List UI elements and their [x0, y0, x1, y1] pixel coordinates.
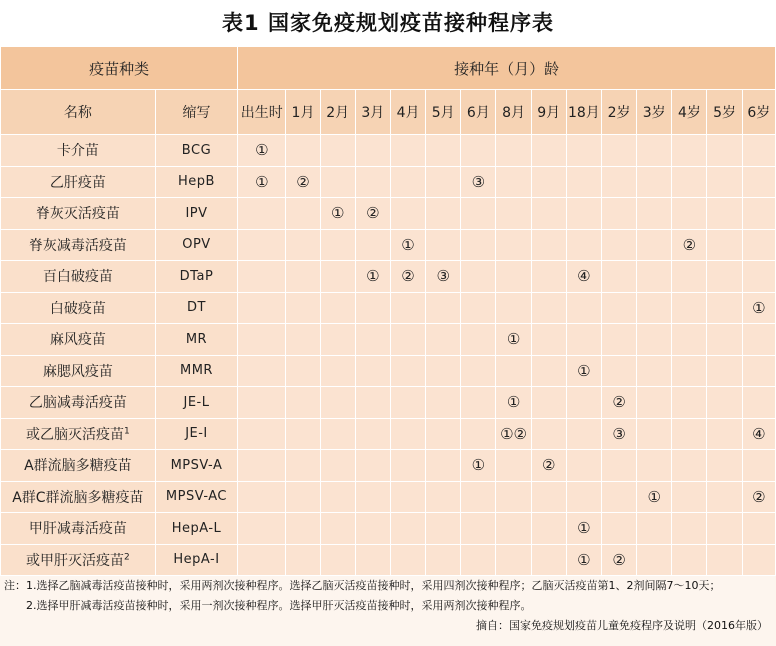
- dose-cell: [390, 198, 425, 230]
- header-age-cell: 18月: [566, 90, 601, 135]
- dose-cell: [390, 292, 425, 324]
- dose-cell: [707, 544, 742, 576]
- dose-cell: [286, 324, 320, 356]
- dose-cell: [426, 387, 461, 419]
- dose-cell: [707, 481, 742, 513]
- dose-cell: [672, 544, 707, 576]
- dose-cell: [637, 355, 672, 387]
- vaccine-name: [1, 387, 156, 419]
- dose-cell: [672, 513, 707, 545]
- dose-cell: [566, 387, 601, 419]
- dose-cell: ③: [426, 261, 461, 293]
- dose-cell: [320, 418, 355, 450]
- dose-cell: [355, 387, 390, 419]
- dose-cell: [461, 387, 496, 419]
- header-age-cell: 出生时: [238, 90, 286, 135]
- header-row-top: [1, 47, 776, 90]
- dose-cell: ①: [461, 450, 496, 482]
- dose-cell: [286, 261, 320, 293]
- dose-cell: [742, 229, 775, 261]
- dose-cell: [637, 450, 672, 482]
- dose-cell: [286, 481, 320, 513]
- vaccine-abbr: MPSV-A: [155, 450, 237, 482]
- dose-cell: [496, 198, 531, 230]
- vaccine-name: [1, 135, 156, 167]
- dose-cell: [461, 135, 496, 167]
- dose-cell: [672, 198, 707, 230]
- dose-cell: [742, 387, 775, 419]
- dose-cell: [566, 292, 601, 324]
- dose-cell: [742, 324, 775, 356]
- vaccine-row: [1, 387, 776, 419]
- dose-cell: [320, 513, 355, 545]
- dose-cell: [426, 481, 461, 513]
- dose-cell: [286, 513, 320, 545]
- dose-cell: [707, 355, 742, 387]
- dose-cell: [707, 135, 742, 167]
- dose-cell: [461, 418, 496, 450]
- dose-cell: [286, 544, 320, 576]
- vaccine-name-text: 麻腮风疫苗: [42, 363, 113, 380]
- dose-cell: [566, 229, 601, 261]
- dose-cell: [707, 166, 742, 198]
- dose-cell: [496, 261, 531, 293]
- header-age-cell: 9月: [531, 90, 566, 135]
- vaccine-name-text: 卡介苗: [56, 143, 99, 160]
- dose-cell: [390, 513, 425, 545]
- dose-cell: [496, 229, 531, 261]
- table-title: 表1 国家免疫规划疫苗接种程序表: [0, 0, 776, 46]
- dose-cell: [238, 261, 286, 293]
- vaccine-abbr: DT: [155, 292, 237, 324]
- dose-cell: [742, 544, 775, 576]
- dose-cell: [707, 324, 742, 356]
- dose-cell: [707, 387, 742, 419]
- dose-cell: [742, 135, 775, 167]
- header-vaccine-type: 疫苗种类: [1, 47, 238, 90]
- vaccine-name: [1, 513, 156, 545]
- vaccine-name-text: 脊灰减毒活疫苗: [28, 237, 127, 254]
- dose-cell: [320, 481, 355, 513]
- dose-cell: ②: [286, 166, 320, 198]
- dose-cell: [496, 513, 531, 545]
- dose-cell: [355, 481, 390, 513]
- header-age-cell: 4月: [390, 90, 425, 135]
- dose-cell: [531, 261, 566, 293]
- dose-cell: [707, 513, 742, 545]
- vaccine-abbr: OPV: [155, 229, 237, 261]
- header-age-cell: 3月: [355, 90, 390, 135]
- dose-cell: [238, 324, 286, 356]
- dose-cell: [320, 229, 355, 261]
- vaccine-name-text: 脊灰灭活疫苗: [35, 206, 120, 223]
- dose-cell: [238, 481, 286, 513]
- dose-cell: [637, 135, 672, 167]
- dose-cell: [390, 355, 425, 387]
- dose-cell: [496, 544, 531, 576]
- dose-cell: [531, 135, 566, 167]
- dose-cell: [742, 355, 775, 387]
- dose-cell: [461, 292, 496, 324]
- vaccine-abbr: IPV: [155, 198, 237, 230]
- dose-cell: [601, 166, 636, 198]
- dose-cell: [742, 261, 775, 293]
- dose-cell: [426, 450, 461, 482]
- dose-cell: [637, 513, 672, 545]
- vaccine-abbr: BCG: [155, 135, 237, 167]
- dose-cell: [531, 544, 566, 576]
- vaccine-row: [1, 544, 776, 576]
- dose-cell: [637, 544, 672, 576]
- header-name: 名称: [1, 90, 156, 135]
- dose-cell: ③: [601, 418, 636, 450]
- dose-cell: [461, 198, 496, 230]
- header-age-cell: 2岁: [601, 90, 636, 135]
- dose-cell: [390, 544, 425, 576]
- dose-cell: [426, 292, 461, 324]
- header-age-cell: 6岁: [742, 90, 775, 135]
- dose-cell: ②: [531, 450, 566, 482]
- dose-cell: [426, 229, 461, 261]
- dose-cell: ①: [355, 261, 390, 293]
- dose-cell: [566, 418, 601, 450]
- header-age-cell: 1月: [286, 90, 320, 135]
- vaccine-abbr: MMR: [155, 355, 237, 387]
- dose-cell: [531, 324, 566, 356]
- dose-cell: [286, 292, 320, 324]
- dose-cell: [496, 355, 531, 387]
- dose-cell: [320, 166, 355, 198]
- vaccine-name: [1, 166, 156, 198]
- dose-cell: ②: [601, 387, 636, 419]
- dose-cell: [390, 166, 425, 198]
- dose-cell: [355, 450, 390, 482]
- dose-cell: ①: [566, 544, 601, 576]
- dose-cell: [672, 324, 707, 356]
- dose-cell: [390, 387, 425, 419]
- vaccine-name: [1, 418, 156, 450]
- dose-cell: [496, 481, 531, 513]
- dose-cell: [238, 292, 286, 324]
- vaccine-row: [1, 261, 776, 293]
- header-age-cell: 4岁: [672, 90, 707, 135]
- vaccine-name: [1, 198, 156, 230]
- dose-cell: [461, 513, 496, 545]
- vaccine-row: [1, 166, 776, 198]
- dose-cell: [707, 198, 742, 230]
- dose-cell: [461, 544, 496, 576]
- dose-cell: [355, 292, 390, 324]
- vaccine-name-text: 麻风疫苗: [49, 332, 106, 349]
- dose-cell: [461, 324, 496, 356]
- dose-cell: [601, 481, 636, 513]
- header-age-cell: 8月: [496, 90, 531, 135]
- dose-cell: ①②: [496, 418, 531, 450]
- vaccine-name: [1, 544, 156, 576]
- dose-cell: ①: [742, 292, 775, 324]
- dose-cell: [566, 198, 601, 230]
- dose-cell: [461, 481, 496, 513]
- dose-cell: [742, 513, 775, 545]
- dose-cell: [238, 198, 286, 230]
- dose-cell: ①: [238, 135, 286, 167]
- dose-cell: [672, 135, 707, 167]
- dose-cell: [390, 135, 425, 167]
- vaccine-abbr: DTaP: [155, 261, 237, 293]
- dose-cell: [707, 450, 742, 482]
- vaccine-row: [1, 135, 776, 167]
- dose-cell: ②: [672, 229, 707, 261]
- vaccine-name-text: 或乙脑灭活疫苗: [26, 426, 125, 443]
- vaccine-abbr: HepA-L: [155, 513, 237, 545]
- dose-cell: [531, 198, 566, 230]
- dose-cell: [601, 135, 636, 167]
- dose-cell: [426, 324, 461, 356]
- dose-cell: [320, 261, 355, 293]
- dose-cell: [426, 418, 461, 450]
- dose-cell: [707, 229, 742, 261]
- dose-cell: [531, 355, 566, 387]
- dose-cell: ④: [742, 418, 775, 450]
- dose-cell: [531, 292, 566, 324]
- dose-cell: ①: [390, 229, 425, 261]
- header-age-cell: 2月: [320, 90, 355, 135]
- dose-cell: [238, 387, 286, 419]
- dose-cell: [637, 166, 672, 198]
- dose-cell: [601, 324, 636, 356]
- dose-cell: [531, 166, 566, 198]
- dose-cell: [320, 292, 355, 324]
- dose-cell: [496, 292, 531, 324]
- dose-cell: [461, 261, 496, 293]
- dose-cell: [637, 229, 672, 261]
- vaccine-name-text: A群C群流脑多糖疫苗: [12, 489, 144, 506]
- dose-cell: [672, 481, 707, 513]
- dose-cell: [390, 450, 425, 482]
- vaccine-abbr: MR: [155, 324, 237, 356]
- dose-cell: ①: [320, 198, 355, 230]
- dose-cell: ④: [566, 261, 601, 293]
- dose-cell: [426, 544, 461, 576]
- header-age: 接种年（月）龄: [238, 47, 776, 90]
- dose-cell: [355, 135, 390, 167]
- dose-cell: [531, 481, 566, 513]
- dose-cell: [672, 355, 707, 387]
- dose-cell: ①: [496, 324, 531, 356]
- header-row-ages: [1, 90, 776, 135]
- dose-cell: [426, 513, 461, 545]
- dose-cell: [637, 198, 672, 230]
- dose-cell: [531, 513, 566, 545]
- dose-cell: [601, 198, 636, 230]
- vaccine-row: [1, 513, 776, 545]
- vaccine-abbr: JE-I: [155, 418, 237, 450]
- dose-cell: [238, 355, 286, 387]
- dose-cell: [426, 135, 461, 167]
- vaccine-name: [1, 261, 156, 293]
- vaccine-name: [1, 450, 156, 482]
- dose-cell: [566, 324, 601, 356]
- dose-cell: [355, 355, 390, 387]
- footnote-1: 注：1.选择乙脑减毒活疫苗接种时，采用两剂次接种程序。选择乙脑灭活疫苗接种时，采用四剂次接种程序；乙脑灭活疫苗第1、2剂间隔7～10天；: [0, 576, 776, 596]
- dose-cell: ②: [601, 544, 636, 576]
- header-age-cell: 5月: [426, 90, 461, 135]
- dose-cell: ①: [637, 481, 672, 513]
- dose-cell: [426, 198, 461, 230]
- dose-cell: [286, 450, 320, 482]
- dose-cell: [238, 513, 286, 545]
- dose-cell: [496, 135, 531, 167]
- dose-cell: [238, 418, 286, 450]
- dose-cell: [286, 418, 320, 450]
- dose-cell: [566, 166, 601, 198]
- dose-cell: [672, 166, 707, 198]
- vaccine-name-text: 乙脑减毒活疫苗: [28, 395, 127, 412]
- dose-cell: [601, 355, 636, 387]
- dose-cell: [672, 387, 707, 419]
- vaccine-name-text: 乙肝疫苗: [49, 174, 106, 191]
- dose-cell: [566, 135, 601, 167]
- source-citation: 摘自：国家免疫规划疫苗儿童免疫程序及说明（2016年版）: [0, 616, 776, 636]
- dose-cell: [742, 198, 775, 230]
- dose-cell: [426, 355, 461, 387]
- dose-cell: [637, 261, 672, 293]
- footnote-ref: 2: [124, 552, 130, 563]
- dose-cell: [531, 229, 566, 261]
- dose-cell: [601, 450, 636, 482]
- vaccine-row: [1, 324, 776, 356]
- dose-cell: [566, 481, 601, 513]
- vaccine-abbr: HepA-I: [155, 544, 237, 576]
- vaccine-row: [1, 481, 776, 513]
- dose-cell: [390, 418, 425, 450]
- footnote-2: 2.选择甲肝减毒活疫苗接种时，采用一剂次接种程序。选择甲肝灭活疫苗接种时，采用两剂次接种程序。: [0, 596, 776, 616]
- dose-cell: [355, 229, 390, 261]
- dose-cell: ①: [238, 166, 286, 198]
- dose-cell: [355, 544, 390, 576]
- dose-cell: [672, 261, 707, 293]
- vaccine-row: [1, 355, 776, 387]
- dose-cell: [496, 166, 531, 198]
- dose-cell: ②: [355, 198, 390, 230]
- dose-cell: [426, 166, 461, 198]
- dose-cell: [320, 387, 355, 419]
- dose-cell: [320, 135, 355, 167]
- dose-cell: [637, 324, 672, 356]
- dose-cell: [601, 513, 636, 545]
- schedule-table: [0, 46, 776, 576]
- dose-cell: [320, 544, 355, 576]
- dose-cell: [707, 261, 742, 293]
- dose-cell: [566, 450, 601, 482]
- dose-cell: [286, 229, 320, 261]
- vaccine-name-text: 百白破疫苗: [42, 269, 113, 286]
- dose-cell: [355, 166, 390, 198]
- dose-cell: [320, 450, 355, 482]
- header-age-cell: 5岁: [707, 90, 742, 135]
- header-age-cell: 6月: [461, 90, 496, 135]
- vaccine-row: [1, 229, 776, 261]
- dose-cell: [286, 198, 320, 230]
- dose-cell: [531, 387, 566, 419]
- vaccine-name: [1, 324, 156, 356]
- dose-cell: [637, 418, 672, 450]
- dose-cell: [601, 292, 636, 324]
- dose-cell: [355, 324, 390, 356]
- dose-cell: [707, 292, 742, 324]
- vaccine-abbr: HepB: [155, 166, 237, 198]
- dose-cell: [637, 292, 672, 324]
- vaccine-name-text: A群流脑多糖疫苗: [24, 458, 132, 475]
- dose-cell: ②: [742, 481, 775, 513]
- footnote-ref: 1: [124, 426, 130, 437]
- dose-cell: [355, 513, 390, 545]
- dose-cell: [238, 450, 286, 482]
- vaccine-row: [1, 292, 776, 324]
- vaccine-name: [1, 229, 156, 261]
- vaccine-row: [1, 418, 776, 450]
- dose-cell: [672, 418, 707, 450]
- dose-cell: [601, 229, 636, 261]
- dose-cell: [707, 418, 742, 450]
- vaccine-name-text: 或甲肝灭活疫苗: [26, 552, 125, 569]
- header-abbr: 缩写: [155, 90, 237, 135]
- header-age-cell: 3岁: [637, 90, 672, 135]
- vaccine-row: [1, 198, 776, 230]
- dose-cell: [286, 355, 320, 387]
- vaccine-name-text: 白破疫苗: [49, 300, 106, 317]
- dose-cell: [286, 387, 320, 419]
- dose-cell: [355, 418, 390, 450]
- vaccine-name-text: 甲肝减毒活疫苗: [28, 521, 127, 538]
- vaccine-name: [1, 292, 156, 324]
- dose-cell: [531, 418, 566, 450]
- dose-cell: [742, 450, 775, 482]
- dose-cell: [742, 166, 775, 198]
- dose-cell: [390, 481, 425, 513]
- vaccine-name: [1, 355, 156, 387]
- dose-cell: [672, 292, 707, 324]
- vaccine-name: [1, 481, 156, 513]
- vaccine-abbr: MPSV-AC: [155, 481, 237, 513]
- dose-cell: [286, 135, 320, 167]
- dose-cell: ①: [496, 387, 531, 419]
- dose-cell: [461, 355, 496, 387]
- dose-cell: [390, 324, 425, 356]
- dose-cell: [461, 229, 496, 261]
- dose-cell: [601, 261, 636, 293]
- dose-cell: ③: [461, 166, 496, 198]
- dose-cell: ①: [566, 355, 601, 387]
- dose-cell: [238, 229, 286, 261]
- dose-cell: [672, 450, 707, 482]
- dose-cell: [320, 355, 355, 387]
- dose-cell: ②: [390, 261, 425, 293]
- dose-cell: [496, 450, 531, 482]
- dose-cell: [320, 324, 355, 356]
- dose-cell: [637, 387, 672, 419]
- vaccine-row: [1, 450, 776, 482]
- dose-cell: [238, 544, 286, 576]
- dose-cell: ①: [566, 513, 601, 545]
- vaccine-abbr: JE-L: [155, 387, 237, 419]
